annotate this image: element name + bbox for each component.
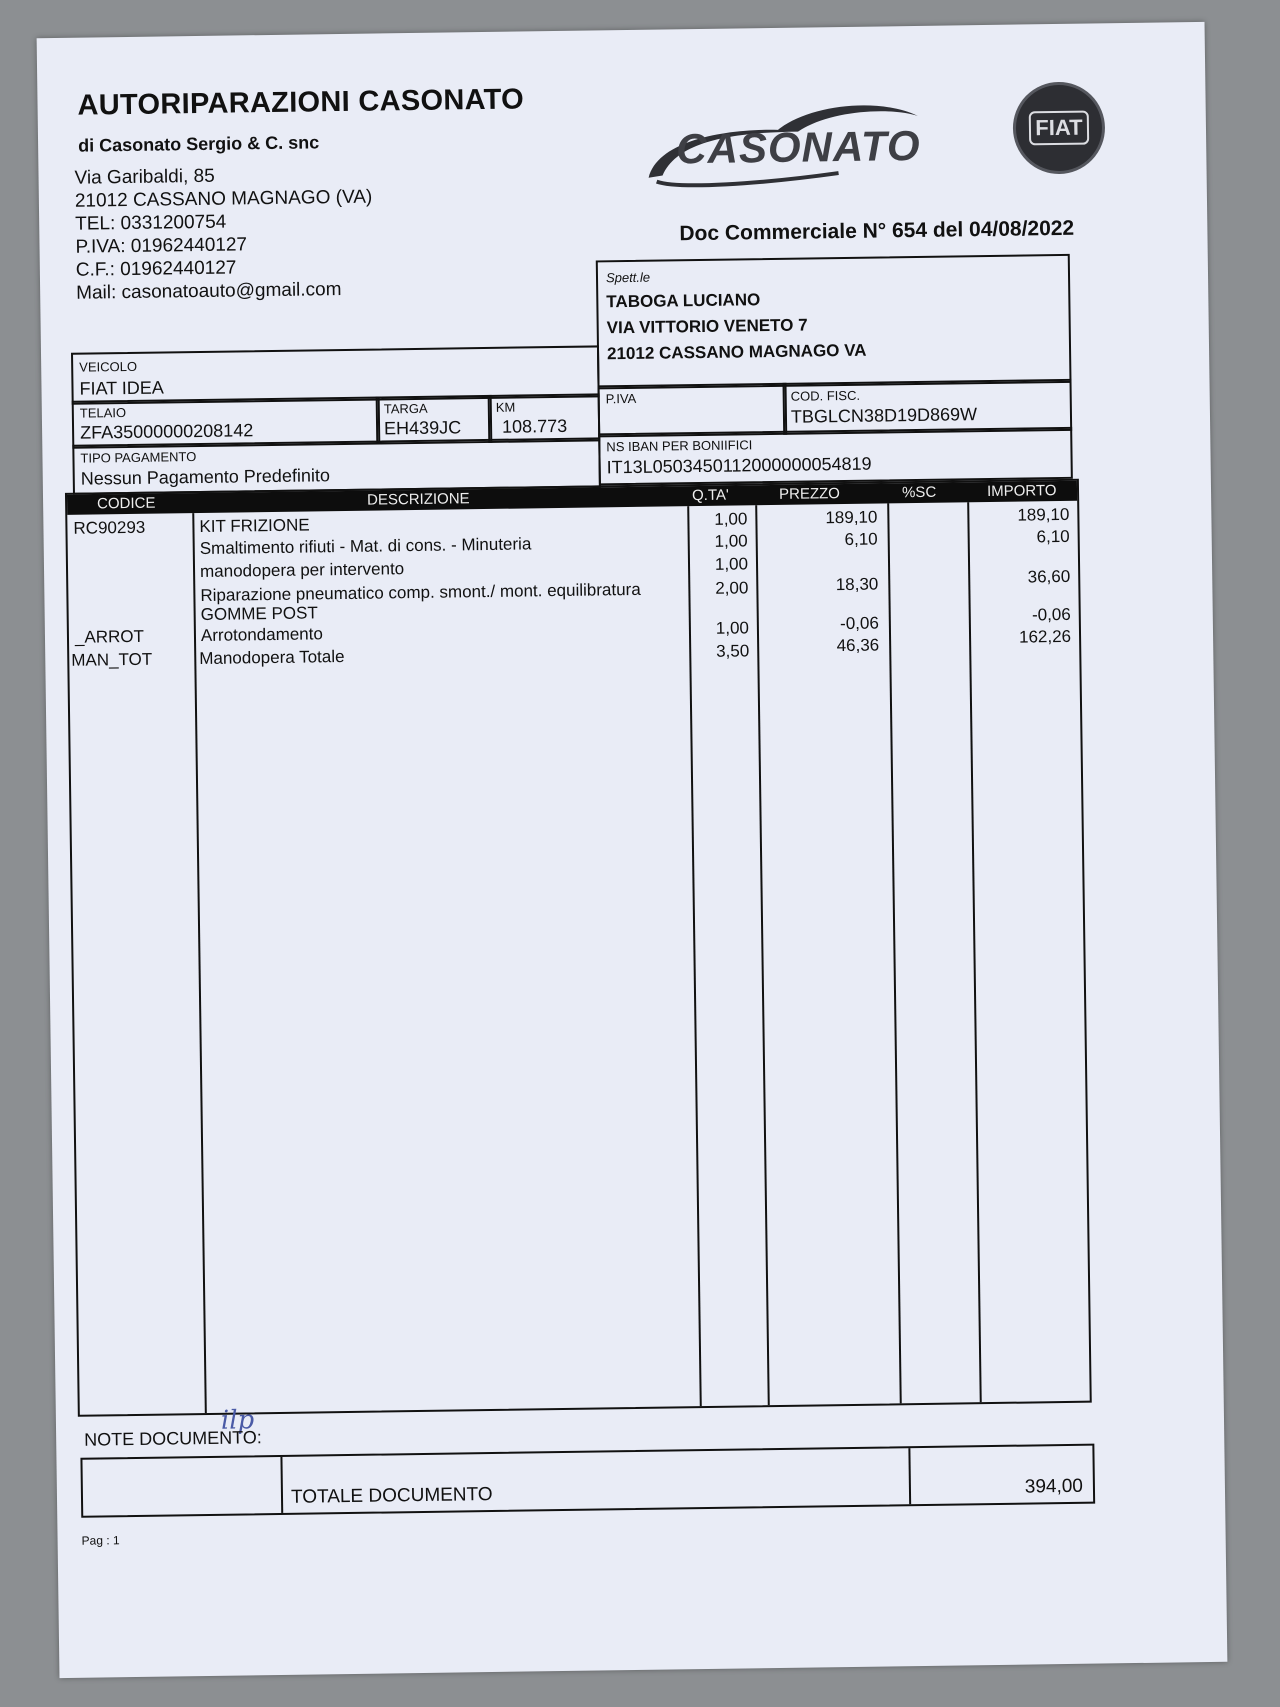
km-label: KM [495,399,516,415]
totale-value: 394,00 [1024,1475,1084,1498]
iban-box [598,427,1073,486]
customer-codfisc-value: TBGLCN38D19D869W [790,404,978,427]
row-qta: 3,50 [716,641,750,661]
items-table [65,479,1092,1417]
totals-divider-2 [908,1448,911,1504]
row-importo: -0,06 [1031,604,1071,625]
row-descrizione: Smaltimento rifiuti - Mat. di cons. - Minuteria [199,534,532,559]
header-importo: IMPORTO [986,482,1057,501]
targa-box [376,395,493,445]
row-prezzo: 6,10 [844,529,878,550]
row-qta: 1,00 [714,554,749,574]
customer-box [596,254,1072,390]
customer-piva-label: P.IVA [605,390,637,407]
row-qta: 1,00 [715,618,750,638]
company-subtitle: di Casonato Sergio & C. snc [77,132,320,156]
customer-codfisc-label: COD. FISC. [790,387,861,404]
row-prezzo: -0,06 [839,613,879,634]
row-importo: 162,26 [1018,626,1072,647]
fiat-badge [1012,81,1105,174]
row-qta: 2,00 [715,578,749,598]
header-descrizione: DESCRIZIONE [366,490,470,509]
row-descrizione: KIT FRIZIONE [199,515,310,537]
row-descrizione: GOMME POST [200,603,318,624]
note-label: NOTE DOCUMENTO: [84,1427,262,1450]
totals-box [80,1444,1095,1518]
row-codice: MAN_TOT [71,649,153,670]
company-tel: TEL: 0331200754 [75,211,227,235]
iban-value: IT13L0503450112000000054819 [606,453,872,478]
header-qta: Q.TA' [691,486,729,505]
row-descrizione: Arrotondamento [200,624,323,645]
row-importo: 36,60 [1027,566,1071,587]
row-descrizione: Manodopera Totale [199,646,345,669]
veicolo-value: FIAT IDEA [79,377,164,399]
invoice-sheet [37,22,1228,1678]
col-divider-prezzo [887,503,902,1403]
row-qta: 1,00 [714,509,748,529]
company-address-line2: 21012 CASSANO MAGNAGO (VA) [74,186,373,212]
row-qta: 1,00 [714,531,748,551]
km-value: 108.773 [501,415,568,437]
targa-value: EH439JC [383,417,462,439]
fiat-badge-text: FIAT [1029,111,1089,146]
veicolo-label: VEICOLO [79,358,138,375]
targa-label: TARGA [383,400,428,417]
totals-divider-1 [280,1457,283,1513]
row-prezzo: 18,30 [835,574,879,595]
page-number: Pag : 1 [81,1533,120,1548]
telaio-value: ZFA35000000208142 [79,420,254,443]
company-cf: C.F.: 01962440127 [75,257,237,281]
row-importo: 6,10 [1036,526,1070,547]
row-prezzo: 189,10 [825,507,878,528]
km-box [488,393,601,443]
header-prezzo: PREZZO [778,485,841,503]
customer-piva-box [598,383,788,438]
row-descrizione: manodopera per intervento [199,559,405,582]
row-importo: 189,10 [1017,504,1070,525]
row-descrizione: Riparazione pneumatico comp. smont./ mont. equilibratura [200,579,641,606]
company-mail: Mail: casonatoauto@gmail.com [76,279,342,304]
customer-street: VIA VITTORIO VENETO 7 [606,315,808,338]
pagamento-label: TIPO PAGAMENTO [80,449,197,466]
company-piva: P.IVA: 01962440127 [75,234,248,258]
document-title: Doc Commerciale N° 654 del 04/08/2022 [679,216,1075,246]
customer-name: TABOGA LUCIANO [606,290,761,312]
telaio-label: TELAIO [79,405,127,421]
header-codice: CODICE [96,494,156,513]
row-codice: _ARROT [74,626,145,647]
handwritten-initials: ilp [220,1405,255,1436]
header-sconto: %SC [901,483,937,502]
row-codice: RC90293 [73,517,146,538]
pagamento-value: Nessun Pagamento Predefinito [80,465,331,489]
logo-text: CASONATO [675,121,921,173]
customer-city: 21012 CASSANO MAGNAGO VA [606,340,867,364]
company-address-line1: Via Garibaldi, 85 [74,165,215,189]
row-prezzo: 46,36 [836,635,880,656]
spett-label: Spett.le [605,269,651,286]
company-name: AUTORIPARAZIONI CASONATO [77,83,525,122]
iban-label: NS IBAN PER BONIIFICI [606,437,753,455]
totale-label: TOTALE DOCUMENTO [290,1484,493,1508]
casonato-logo [637,86,939,200]
